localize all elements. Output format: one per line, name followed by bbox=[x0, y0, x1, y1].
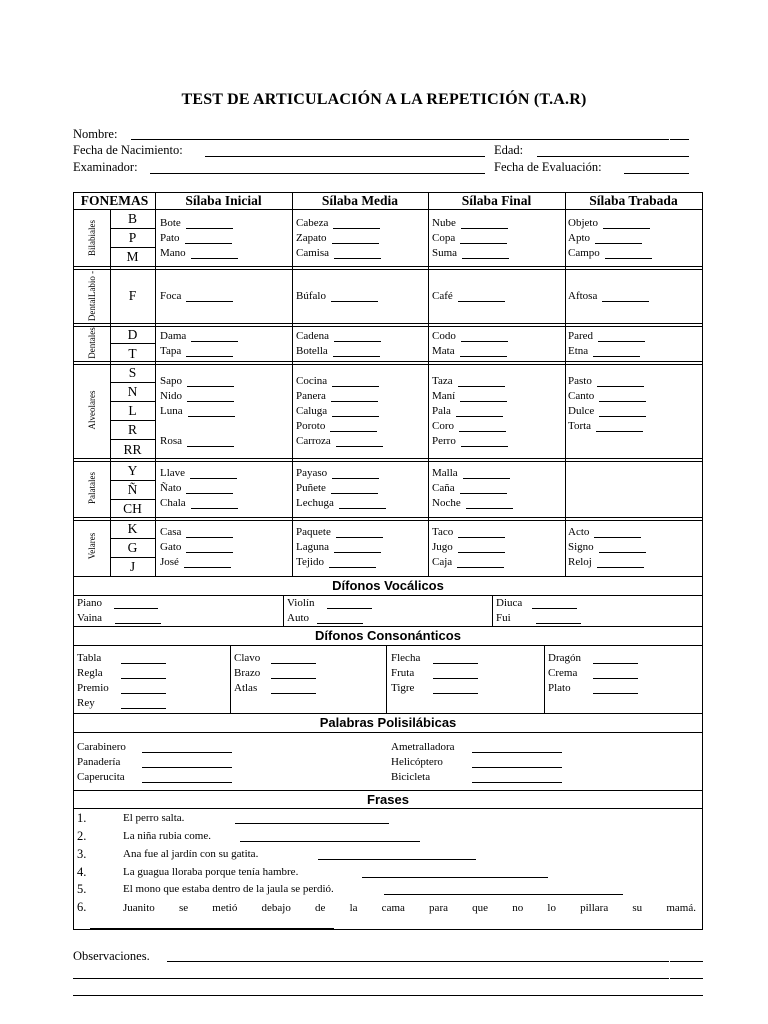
answer-field[interactable] bbox=[472, 752, 562, 753]
word-media: Puñete bbox=[296, 482, 326, 494]
word-final: Café bbox=[432, 290, 453, 302]
answer-field[interactable] bbox=[332, 478, 379, 479]
word-caperucita: Caperucita bbox=[77, 771, 125, 783]
fecha-nacimiento-label: Fecha de Nacimiento: bbox=[73, 143, 183, 157]
edad-field[interactable] bbox=[537, 156, 689, 157]
answer-field[interactable] bbox=[603, 228, 650, 229]
word-final: Coro bbox=[432, 420, 454, 432]
answer-field[interactable] bbox=[593, 356, 640, 357]
word-final: Suma bbox=[432, 247, 458, 259]
word-final: Taza bbox=[432, 375, 453, 387]
answer-field[interactable] bbox=[593, 663, 638, 664]
answer-field[interactable] bbox=[188, 416, 235, 417]
answer-field[interactable] bbox=[331, 301, 378, 302]
word-rey: Rey bbox=[77, 697, 95, 709]
word-inicial: Luna bbox=[160, 405, 183, 417]
answer-field[interactable] bbox=[332, 416, 379, 417]
word-inicial: Casa bbox=[160, 526, 182, 538]
word-media: Laguna bbox=[296, 541, 329, 553]
word-inicial: Dama bbox=[160, 330, 187, 342]
word-inicial: Bote bbox=[160, 217, 181, 229]
answer-field[interactable] bbox=[317, 623, 363, 624]
fecha-nacimiento-field[interactable] bbox=[205, 156, 485, 157]
word-inicial: Sapo bbox=[160, 375, 182, 387]
group-label-dentales: Dentales bbox=[87, 327, 97, 359]
answer-field[interactable] bbox=[186, 537, 233, 538]
word-tigre: Tigre bbox=[391, 682, 415, 694]
frase-number: 5. bbox=[77, 882, 87, 896]
answer-field[interactable] bbox=[186, 228, 233, 229]
word-flecha: Flecha bbox=[391, 652, 421, 664]
answer-field[interactable] bbox=[271, 663, 316, 664]
word-trabada: Pared bbox=[568, 330, 594, 342]
word-final: Caja bbox=[432, 556, 453, 568]
answer-field[interactable] bbox=[595, 243, 642, 244]
answer-field[interactable] bbox=[191, 258, 238, 259]
observaciones-field[interactable] bbox=[167, 961, 669, 962]
word-trabada: Signo bbox=[568, 541, 594, 553]
word-media: Botella bbox=[296, 345, 328, 357]
answer-field[interactable] bbox=[90, 928, 334, 929]
phoneme-y: Y bbox=[127, 463, 138, 478]
answer-field[interactable] bbox=[597, 386, 644, 387]
answer-field[interactable] bbox=[457, 567, 504, 568]
answer-field[interactable] bbox=[334, 341, 381, 342]
observaciones-line-end bbox=[670, 978, 703, 979]
answer-field[interactable] bbox=[460, 356, 507, 357]
answer-field[interactable] bbox=[458, 301, 505, 302]
answer-field[interactable] bbox=[318, 859, 476, 860]
word-inicial: Gato bbox=[160, 541, 182, 553]
word-diuca: Diuca bbox=[496, 597, 523, 609]
phoneme-enie: Ñ bbox=[127, 482, 138, 497]
word-bicicleta: Bicicleta bbox=[391, 771, 431, 783]
word-final: Maní bbox=[432, 390, 456, 402]
answer-field[interactable] bbox=[433, 678, 478, 679]
word-inicial: Llave bbox=[160, 467, 186, 479]
answer-field[interactable] bbox=[121, 693, 166, 694]
word-fui: Fui bbox=[496, 612, 511, 624]
word-trabada: Apto bbox=[568, 232, 590, 244]
word-clavo: Clavo bbox=[234, 652, 261, 664]
word-trabada: Etna bbox=[568, 345, 589, 357]
answer-field[interactable] bbox=[334, 258, 381, 259]
examinador-label: Examinador: bbox=[73, 160, 138, 174]
answer-field[interactable] bbox=[121, 663, 166, 664]
observaciones-label: Observaciones. bbox=[73, 949, 150, 963]
phoneme-g: G bbox=[127, 540, 138, 555]
answer-field[interactable] bbox=[186, 301, 233, 302]
answer-field[interactable] bbox=[532, 608, 577, 609]
phoneme-ch: CH bbox=[123, 501, 142, 516]
answer-field[interactable] bbox=[142, 767, 232, 768]
header-fonemas: FONEMAS bbox=[80, 193, 149, 208]
phoneme-b: B bbox=[127, 211, 137, 226]
section-difonos-vocalicos: Dífonos Vocálicos bbox=[332, 578, 444, 593]
word-final: Taco bbox=[432, 526, 454, 538]
header-silaba-inicial: Sílaba Inicial bbox=[185, 193, 262, 208]
answer-field[interactable] bbox=[599, 401, 646, 402]
frase-text: Ana fue al jardín con su gatita. bbox=[123, 848, 259, 860]
word-final: Noche bbox=[432, 497, 461, 509]
word-media: Cocina bbox=[296, 375, 328, 387]
answer-field[interactable] bbox=[433, 693, 478, 694]
edad-label: Edad: bbox=[494, 143, 524, 157]
phoneme-t: T bbox=[128, 346, 137, 361]
answer-field[interactable] bbox=[463, 478, 510, 479]
word-atlas: Atlas bbox=[234, 682, 258, 694]
word-trabada: Canto bbox=[568, 390, 595, 402]
answer-field[interactable] bbox=[466, 508, 513, 509]
frase-text: La niña rubia come. bbox=[123, 830, 211, 842]
word-trabada: Reloj bbox=[568, 556, 592, 568]
phoneme-k: K bbox=[127, 521, 138, 536]
word-trabada: Aftosa bbox=[568, 290, 598, 302]
page-title: TEST DE ARTICULACIÓN A LA REPETICIÓN (T.A.R) bbox=[181, 91, 587, 108]
answer-field[interactable] bbox=[271, 678, 316, 679]
answer-field[interactable] bbox=[458, 386, 505, 387]
answer-field[interactable] bbox=[472, 782, 562, 783]
answer-field[interactable] bbox=[460, 243, 507, 244]
word-media: Payaso bbox=[296, 467, 328, 479]
phoneme-s: S bbox=[128, 365, 137, 380]
word-trabada: Dulce bbox=[568, 405, 595, 417]
word-trabada: Objeto bbox=[568, 217, 598, 229]
word-fruta: Fruta bbox=[391, 667, 415, 679]
word-dragon: Dragón bbox=[548, 652, 581, 664]
frase-number: 4. bbox=[77, 865, 87, 879]
answer-field[interactable] bbox=[461, 446, 508, 447]
header-silaba-media: Sílaba Media bbox=[321, 193, 399, 208]
word-media: Camisa bbox=[296, 247, 329, 259]
group-label-bilabiales: Bilabiales bbox=[87, 220, 97, 256]
observaciones-line[interactable] bbox=[73, 995, 703, 996]
fecha-evaluacion-label: Fecha de Evaluación: bbox=[494, 160, 602, 174]
word-trabada: Torta bbox=[568, 420, 592, 432]
phoneme-j: J bbox=[129, 559, 136, 574]
answer-field[interactable] bbox=[384, 894, 623, 895]
word-inicial: Tapa bbox=[160, 345, 182, 357]
word-panaderia: Panadería bbox=[77, 756, 121, 768]
answer-field[interactable] bbox=[240, 841, 420, 842]
answer-field[interactable] bbox=[602, 301, 649, 302]
word-final: Jugo bbox=[432, 541, 453, 553]
answer-field[interactable] bbox=[187, 446, 234, 447]
answer-field[interactable] bbox=[332, 243, 379, 244]
answer-field[interactable] bbox=[594, 537, 641, 538]
word-inicial: Pato bbox=[160, 232, 180, 244]
answer-field[interactable] bbox=[472, 767, 562, 768]
word-final: Malla bbox=[432, 467, 458, 479]
word-trabada: Acto bbox=[568, 526, 590, 538]
word-media: Zapato bbox=[296, 232, 327, 244]
word-final: Caña bbox=[432, 482, 455, 494]
nombre-field[interactable] bbox=[131, 139, 669, 140]
answer-field[interactable] bbox=[329, 567, 376, 568]
answer-field[interactable] bbox=[331, 401, 378, 402]
phoneme-m: M bbox=[126, 249, 139, 264]
answer-field[interactable] bbox=[460, 401, 507, 402]
frase-number: 6. bbox=[77, 900, 87, 914]
word-inicial: José bbox=[160, 556, 179, 568]
answer-field[interactable] bbox=[459, 431, 506, 432]
answer-field[interactable] bbox=[332, 386, 379, 387]
answer-field[interactable] bbox=[336, 537, 383, 538]
answer-field[interactable] bbox=[191, 341, 238, 342]
frase-text: El mono que estaba dentro de la jaula se perdió. bbox=[123, 883, 334, 895]
frase-number: 1. bbox=[77, 811, 87, 825]
word-final: Mata bbox=[432, 345, 455, 357]
answer-field[interactable] bbox=[121, 678, 166, 679]
answer-field[interactable] bbox=[114, 608, 158, 609]
word-media: Cadena bbox=[296, 330, 329, 342]
frase-text: Juanito se metió debajo de la cama para que no lo pillara su mamá. bbox=[123, 902, 696, 914]
frase-number: 2. bbox=[77, 829, 87, 843]
answer-field[interactable] bbox=[458, 552, 505, 553]
word-ametralladora: Ametralladora bbox=[391, 741, 455, 753]
answer-field[interactable] bbox=[599, 552, 646, 553]
word-helicoptero: Helicóptero bbox=[391, 756, 443, 768]
word-media: Carroza bbox=[296, 435, 331, 447]
answer-field[interactable] bbox=[536, 623, 581, 624]
word-piano: Piano bbox=[77, 597, 103, 609]
group-label-palatales: Palatales bbox=[87, 472, 97, 504]
word-inicial: Rosa bbox=[160, 435, 182, 447]
answer-field[interactable] bbox=[271, 693, 316, 694]
word-carabinero: Carabinero bbox=[77, 741, 126, 753]
word-inicial: Mano bbox=[160, 247, 186, 259]
group-label-velares: Velares bbox=[87, 532, 97, 560]
word-regla: Regla bbox=[77, 667, 103, 679]
answer-field[interactable] bbox=[121, 708, 166, 709]
section-polisilabicas: Palabras Polisilábicas bbox=[319, 715, 457, 730]
word-tabla: Tabla bbox=[77, 652, 102, 664]
observaciones-field-end bbox=[670, 961, 703, 962]
header-silaba-trabada: Sílaba Trabada bbox=[589, 193, 678, 208]
phoneme-d: D bbox=[127, 327, 138, 342]
group-label-alveolares: Alveolares bbox=[87, 390, 97, 430]
answer-field[interactable] bbox=[333, 356, 380, 357]
word-media: Panera bbox=[296, 390, 326, 402]
answer-field[interactable] bbox=[599, 416, 646, 417]
phoneme-l: L bbox=[128, 403, 137, 418]
answer-field[interactable] bbox=[184, 567, 231, 568]
word-media: Caluga bbox=[296, 405, 328, 417]
word-media: Tejido bbox=[296, 556, 324, 568]
answer-field[interactable] bbox=[142, 782, 232, 783]
answer-field[interactable] bbox=[461, 341, 508, 342]
answer-field[interactable] bbox=[187, 386, 234, 387]
nombre-field-end bbox=[670, 139, 689, 140]
answer-field[interactable] bbox=[235, 823, 389, 824]
phoneme-p: P bbox=[128, 230, 137, 245]
word-inicial: Ñato bbox=[160, 482, 182, 494]
group-label-dentallabio: DentalLabio - bbox=[87, 270, 97, 322]
answer-field[interactable] bbox=[458, 537, 505, 538]
answer-field[interactable] bbox=[598, 341, 645, 342]
answer-field[interactable] bbox=[597, 567, 644, 568]
word-final: Codo bbox=[432, 330, 456, 342]
frase-number: 3. bbox=[77, 847, 87, 861]
fecha-evaluacion-field[interactable] bbox=[624, 173, 689, 174]
answer-field[interactable] bbox=[456, 416, 503, 417]
word-final: Nube bbox=[432, 217, 456, 229]
header-silaba-final: Sílaba Final bbox=[461, 193, 532, 208]
examinador-field[interactable] bbox=[150, 173, 485, 174]
word-plato: Plato bbox=[548, 682, 571, 694]
answer-field[interactable] bbox=[605, 258, 652, 259]
nombre-label: Nombre: bbox=[73, 127, 118, 141]
word-final: Pala bbox=[432, 405, 451, 417]
answer-field[interactable] bbox=[187, 401, 234, 402]
answer-field[interactable] bbox=[333, 228, 380, 229]
section-difonos-consonanticos: Dífonos Consonánticos bbox=[315, 628, 461, 643]
phoneme-n: N bbox=[127, 384, 138, 399]
word-inicial: Foca bbox=[160, 290, 182, 302]
phoneme-rr: RR bbox=[123, 442, 142, 457]
answer-field[interactable] bbox=[330, 431, 377, 432]
word-crema: Crema bbox=[548, 667, 578, 679]
word-inicial: Nido bbox=[160, 390, 182, 402]
word-brazo: Brazo bbox=[234, 667, 261, 679]
phoneme-f: F bbox=[128, 288, 137, 303]
word-media: Poroto bbox=[296, 420, 326, 432]
word-inicial: Chala bbox=[160, 497, 186, 509]
word-media: Búfalo bbox=[296, 290, 326, 302]
frase-text: La guagua lloraba porque tenía hambre. bbox=[123, 866, 299, 878]
answer-field[interactable] bbox=[327, 608, 372, 609]
answer-field[interactable] bbox=[191, 508, 238, 509]
observaciones-line[interactable] bbox=[73, 978, 669, 979]
answer-field[interactable] bbox=[339, 508, 386, 509]
answer-field[interactable] bbox=[336, 446, 383, 447]
word-violin: Violín bbox=[287, 597, 315, 609]
answer-field[interactable] bbox=[593, 693, 638, 694]
answer-field[interactable] bbox=[186, 552, 233, 553]
phoneme-r: R bbox=[127, 422, 137, 437]
word-trabada: Campo bbox=[568, 247, 600, 259]
section-frases: Frases bbox=[367, 792, 409, 807]
word-auto: Auto bbox=[287, 612, 309, 624]
word-media: Cabeza bbox=[296, 217, 329, 229]
answer-field[interactable] bbox=[331, 493, 378, 494]
word-trabada: Pasto bbox=[568, 375, 592, 387]
word-final: Copa bbox=[432, 232, 456, 244]
answer-field[interactable] bbox=[362, 877, 548, 878]
frase-text: El perro salta. bbox=[123, 812, 185, 824]
answer-field[interactable] bbox=[433, 663, 478, 664]
word-vaina: Vaina bbox=[77, 612, 103, 624]
answer-field[interactable] bbox=[460, 493, 507, 494]
answer-field[interactable] bbox=[334, 552, 381, 553]
answer-field[interactable] bbox=[462, 258, 509, 259]
answer-field[interactable] bbox=[186, 356, 233, 357]
answer-field[interactable] bbox=[186, 493, 233, 494]
answer-field[interactable] bbox=[190, 478, 237, 479]
answer-field[interactable] bbox=[142, 752, 232, 753]
answer-field[interactable] bbox=[461, 228, 508, 229]
word-premio: Premio bbox=[77, 682, 109, 694]
word-final: Perro bbox=[432, 435, 456, 447]
answer-field[interactable] bbox=[593, 678, 638, 679]
answer-field[interactable] bbox=[115, 623, 161, 624]
word-media: Paquete bbox=[296, 526, 331, 538]
answer-field[interactable] bbox=[185, 243, 232, 244]
word-media: Lechuga bbox=[296, 497, 334, 509]
answer-field[interactable] bbox=[596, 431, 643, 432]
